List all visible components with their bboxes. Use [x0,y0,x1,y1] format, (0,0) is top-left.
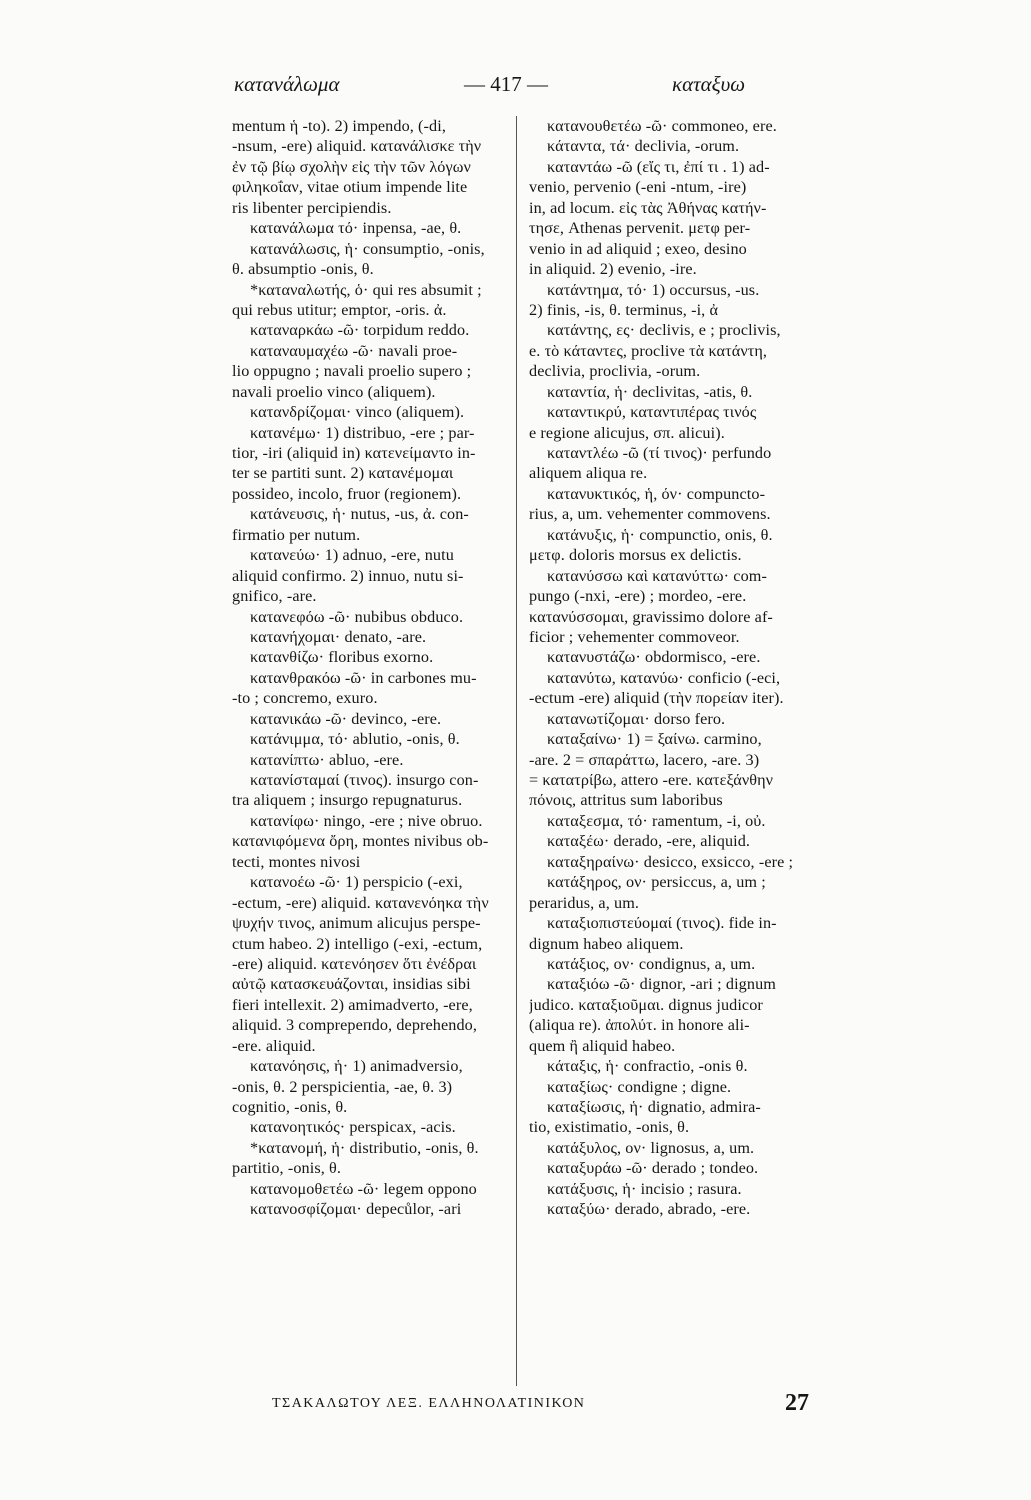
entry-headword-line: καταξιόω -ῶ· dignor, -ari ; dignum [547,975,776,994]
entry-headword-line: κατανύτω, κατανύω· conficio (-eci, [547,668,781,687]
entry-headword-line: κατάξιος, ον· condignus, a, um. [547,954,756,973]
entry-headword-line: κατανύσσω καὶ κατανύττω· com- [547,566,767,585]
footer-book-title: ΤΣΑΚΑΛΩΤΟΥ ΛΕΞ. ΕΛΛΗΝΟΛΑΤΙΝΙΚΟΝ [272,1396,586,1411]
entry-headword-line: κατανήχομαι· denato, -are. [250,627,427,646]
entry-headword-line: κατανίφω· ningo, -ere ; nive obruo. [250,811,483,830]
entry-continuation-line: ψυχήν τινος, animum alicujus perspe- [232,914,481,933]
entry-headword-line: καταναυμαχέω -ῶ· navali proe- [250,341,458,360]
entry-continuation-line: in aliquid. 2) evenio, -ire. [529,260,697,279]
entry-continuation-line: pungo (-nxi, -ere) ; mordeo, -ere. [529,587,747,606]
entry-headword-line: κατανοητικός· perspicax, -acis. [250,1118,456,1137]
entry-continuation-line: -to ; concremo, exuro. [232,689,378,708]
entry-headword-line: κατανομοθετέω -ῶ· legem oppono [250,1179,477,1198]
entry-headword-line: καταξίως· condigne ; digne. [547,1077,732,1096]
entry-headword-line: κατανουθετέω -ῶ· commoneo, ere. [547,117,777,135]
entry-continuation-line: ctum habeo. 2) intelligo (-exi, -ectum, [232,934,483,953]
entry-continuation-line: ficior ; vehementer commoveor. [529,627,740,646]
entry-continuation-line: judico. καταξιοῦμαι. dignus judicor [529,995,763,1014]
entry-continuation-line: αὐτῷ κατασκευάζονται, insidias sibi [232,975,471,994]
entry-headword-line: καταντικρύ, καταντιπέρας τινός [547,403,757,422]
entry-headword-line: κατανεφόω -ῶ· nubibus obduco. [250,607,464,626]
entry-headword-line: καταξηραίνω· desicco, exsicco, -ere ; [547,852,794,871]
entry-continuation-line: declivia, proclivia, -orum. [529,362,701,381]
entry-continuation-line: tra aliquem ; insurgo repugnaturus. [232,791,463,810]
entry-headword-line: καταξίωσις, ἡ· dignatio, admira- [547,1098,761,1116]
entry-headword-line: κατανίσταμαί (τινος). insurgo con- [250,771,479,789]
entry-continuation-line: -nsum, -ere) aliquid. κατανάλισκε τὴν [232,137,482,156]
entry-headword-line: κατανεύω· 1) adnuo, -ere, nutu [250,546,454,565]
entry-headword-line: καταξεσμα, τό· ramentum, -i, οὐ. [547,811,766,830]
entry-headword-line: κατανωτίζομαι· dorso fero. [547,709,726,728]
entry-continuation-line: quem ἢ aliquid habeo. [529,1036,676,1055]
entry-headword-line: καταξυράω -ῶ· derado ; tondeo. [547,1159,759,1178]
entry-continuation-line: peraridus, a, um. [529,893,640,912]
entry-continuation-line: aliquid confirmo. 2) innuo, nutu si- [232,566,464,585]
entry-continuation-line: -ere) aliquid. κατενόησεν ὅτι ἐνέδραι [232,954,477,973]
entry-continuation-line: ris libenter percipiendis. [232,198,392,217]
entry-headword-line: κάταντα, τά· declivia, -orum. [547,137,740,156]
header-guide-word-right: καταξυω [672,72,746,96]
entry-headword-line: κατάντημα, τό· 1) occursus, -us. [547,280,760,299]
entry-headword-line: κατανικάω -ῶ· devinco, -ere. [250,709,442,728]
entry-continuation-line: partitio, -onis, θ. [232,1159,342,1178]
column-divider [516,116,517,1386]
entry-continuation-line: gnifico, -are. [232,587,317,606]
entry-headword-line: κατανθρακόω -ῶ· in carbones mu- [250,668,477,687]
entry-continuation-line: venio in ad aliquid ; exeo, desino [529,239,747,258]
entry-continuation-line: -onis, θ. 2 perspicientia, -ae, θ. 3) [232,1077,453,1096]
entry-continuation-line: πόνοις, attritus sum laboribus [529,791,723,810]
entry-continuation-line: aliquem aliqua re. [529,464,648,483]
entry-headword-line: κατάνευσις, ἡ· nutus, -us, ἀ. con- [250,505,469,524]
entry-continuation-line: ter se partiti sunt. 2) κατανέμομαι [232,464,454,483]
entry-continuation-line: aliquid. 3 comprepeпdo, deprehendo, [232,1016,478,1035]
footer-signature-number: 27 [785,1390,809,1416]
entry-headword-line: κατανοέω -ῶ· 1) perspicio (-exi, [250,873,463,892]
entry-continuation-line: fieri intellexit. 2) amimadverto, -ere, [232,995,473,1014]
entry-continuation-line: lio oppugno ; navali proelio supero ; [232,362,472,381]
entry-continuation-line: mentum ἡ -to). 2) impendo, (-di, [232,117,446,135]
entry-continuation-line: κατανύσσομαι, gravissimo dolore af- [529,607,773,626]
entry-continuation-line: possideo, incolo, fruor (regionem). [232,484,462,503]
entry-headword-line: κάταξις, ἡ· confractio, -onis θ. [547,1057,748,1076]
entry-continuation-line: κατανιφόμενα ὄρη, montes nivibus ob- [232,832,489,851]
entry-headword-line: καταξιοπιστεύομαί (τινος). fide in- [547,914,777,933]
entry-continuation-line: = κατατρίβω, attero -ere. κατεξάνθην [529,771,774,789]
entry-continuation-line: -ectum -ere) aliquid (τὴν πορείαν iter). [529,689,784,708]
entry-headword-line: κατάνιμμα, τό· ablutio, -onis, θ. [250,730,460,749]
entry-continuation-line: navali proelio vinco (aliquem). [232,382,436,401]
entry-headword-line: καταναρκάω -ῶ· torpidum reddo. [250,321,470,340]
entry-continuation-line: venio, pervenio (-eni -ntum, -ire) [529,178,747,197]
entry-continuation-line: e. τὸ κάταντες, proclive τὰ κατάντη, [529,341,768,360]
entry-continuation-line: ἐν τῷ βίῳ σχολὴν εἰς τὴν τῶν λόγων [232,157,471,176]
entry-continuation-line: tecti, montes nivosi [232,852,361,871]
entry-headword-line: κατανυκτικός, ἡ, όν· compuncto- [547,484,766,503]
entry-continuation-line: θ. absumptio -onis, θ. [232,260,374,279]
entry-headword-line: καταντάω -ῶ (εἴς τι, ἐπί τι . 1) ad- [547,157,770,176]
entry-headword-line: κατάνυξις, ἡ· compunctio, onis, θ. [547,525,773,544]
entry-continuation-line: e regione alicujus, σπ. alicui). [529,423,725,442]
header-page-number: — 417 — [464,72,548,96]
entry-headword-line: κατάντης, ες· declivis, e ; proclivis, [547,321,781,340]
entry-headword-line: *κατανομή, ἡ· distributio, -onis, θ. [250,1138,479,1157]
entry-headword-line: κατανδρίζομαι· vinco (aliquem). [250,403,465,422]
entry-continuation-line: μετφ. doloris morsus ex delictis. [529,546,742,565]
entry-headword-line: κατανάλωμα τό· inpensa, -ae, θ. [250,219,462,238]
entry-headword-line: κατανόησις, ἡ· 1) animadversio, [250,1057,463,1076]
entry-continuation-line: -ere. aliquid. [232,1036,316,1055]
entry-continuation-line: cognitio, -onis, θ. [232,1098,348,1116]
entry-headword-line: κατανοσφίζομαι· depecůlor, -ari [250,1200,462,1219]
entry-headword-line: κατανίπτω· abluo, -ere. [250,750,404,769]
entry-continuation-line: τησε, Athenas pervenit. μετφ per- [529,219,751,238]
entry-continuation-line: (aliqua re). ἀπολύτ. in honore ali- [529,1016,750,1035]
left-column [232,116,513,1392]
entry-headword-line: κατάξυσις, ἡ· incisio ; rasura. [547,1179,742,1198]
page-header [0,66,1031,96]
entry-headword-line: καταξέω· derado, -ere, aliquid. [547,832,751,851]
entry-continuation-line: -are. 2 = σπαράττω, lacero, -are. 3) [529,750,760,769]
entry-continuation-line: dignum habeo aliquem. [529,934,684,953]
entry-continuation-line: firmatio per nutum. [232,525,361,544]
entry-headword-line: κατανέμω· 1) distribuo, -ere ; par- [250,423,475,442]
entry-headword-line: καταξαίνω· 1) = ξαίνω. carmino, [547,730,762,749]
entry-continuation-line: 2) finis, -is, θ. terminus, -i, ἀ [529,300,719,319]
entry-headword-line: κατανυστάζω· obdormisco, -ere. [547,648,761,667]
entry-headword-line: *καταναλωτής, ὁ· qui res absumit ; [250,280,482,299]
right-column [529,116,820,1392]
entry-headword-line: καταξύω· derado, abrado, -ere. [547,1200,751,1219]
entry-headword-line: κατάξυλος, ον· lignosus, a, um. [547,1138,755,1157]
entry-continuation-line: rius, a, um. vehementer commovens. [529,505,771,524]
entry-continuation-line: φιληκοΐαν, vitae otium impende lite [232,178,468,197]
entry-headword-line: κατανθίζω· floribus exorno. [250,648,434,667]
entry-continuation-line: in, ad locum. εἰς τὰς Ἀθήνας κατήν- [529,198,767,217]
entry-continuation-line: -ectum, -ere) aliquid. κατανενόηκα τὴν [232,893,489,912]
entry-headword-line: κατανάλωσις, ἡ· consumptio, -onis, [250,239,485,258]
page-footer [0,1390,1031,1420]
header-guide-word-left: κατανάλωμα [234,72,340,96]
entry-continuation-line: qui rebus utitur; emptor, -oris. ἀ. [232,300,447,319]
entry-continuation-line: tio, existimatio, -onis, θ. [529,1118,690,1137]
entry-headword-line: καταντία, ἡ· declivitas, -atis, θ. [547,382,753,401]
entry-headword-line: καταντλέω -ῶ (τί τινος)· perfundo [547,444,772,462]
entry-continuation-line: tior, -iri (aliquid in) κατενείμαντο in- [232,444,476,462]
entry-headword-line: κατάξηρος, ον· persiccus, a, um ; [547,873,766,892]
